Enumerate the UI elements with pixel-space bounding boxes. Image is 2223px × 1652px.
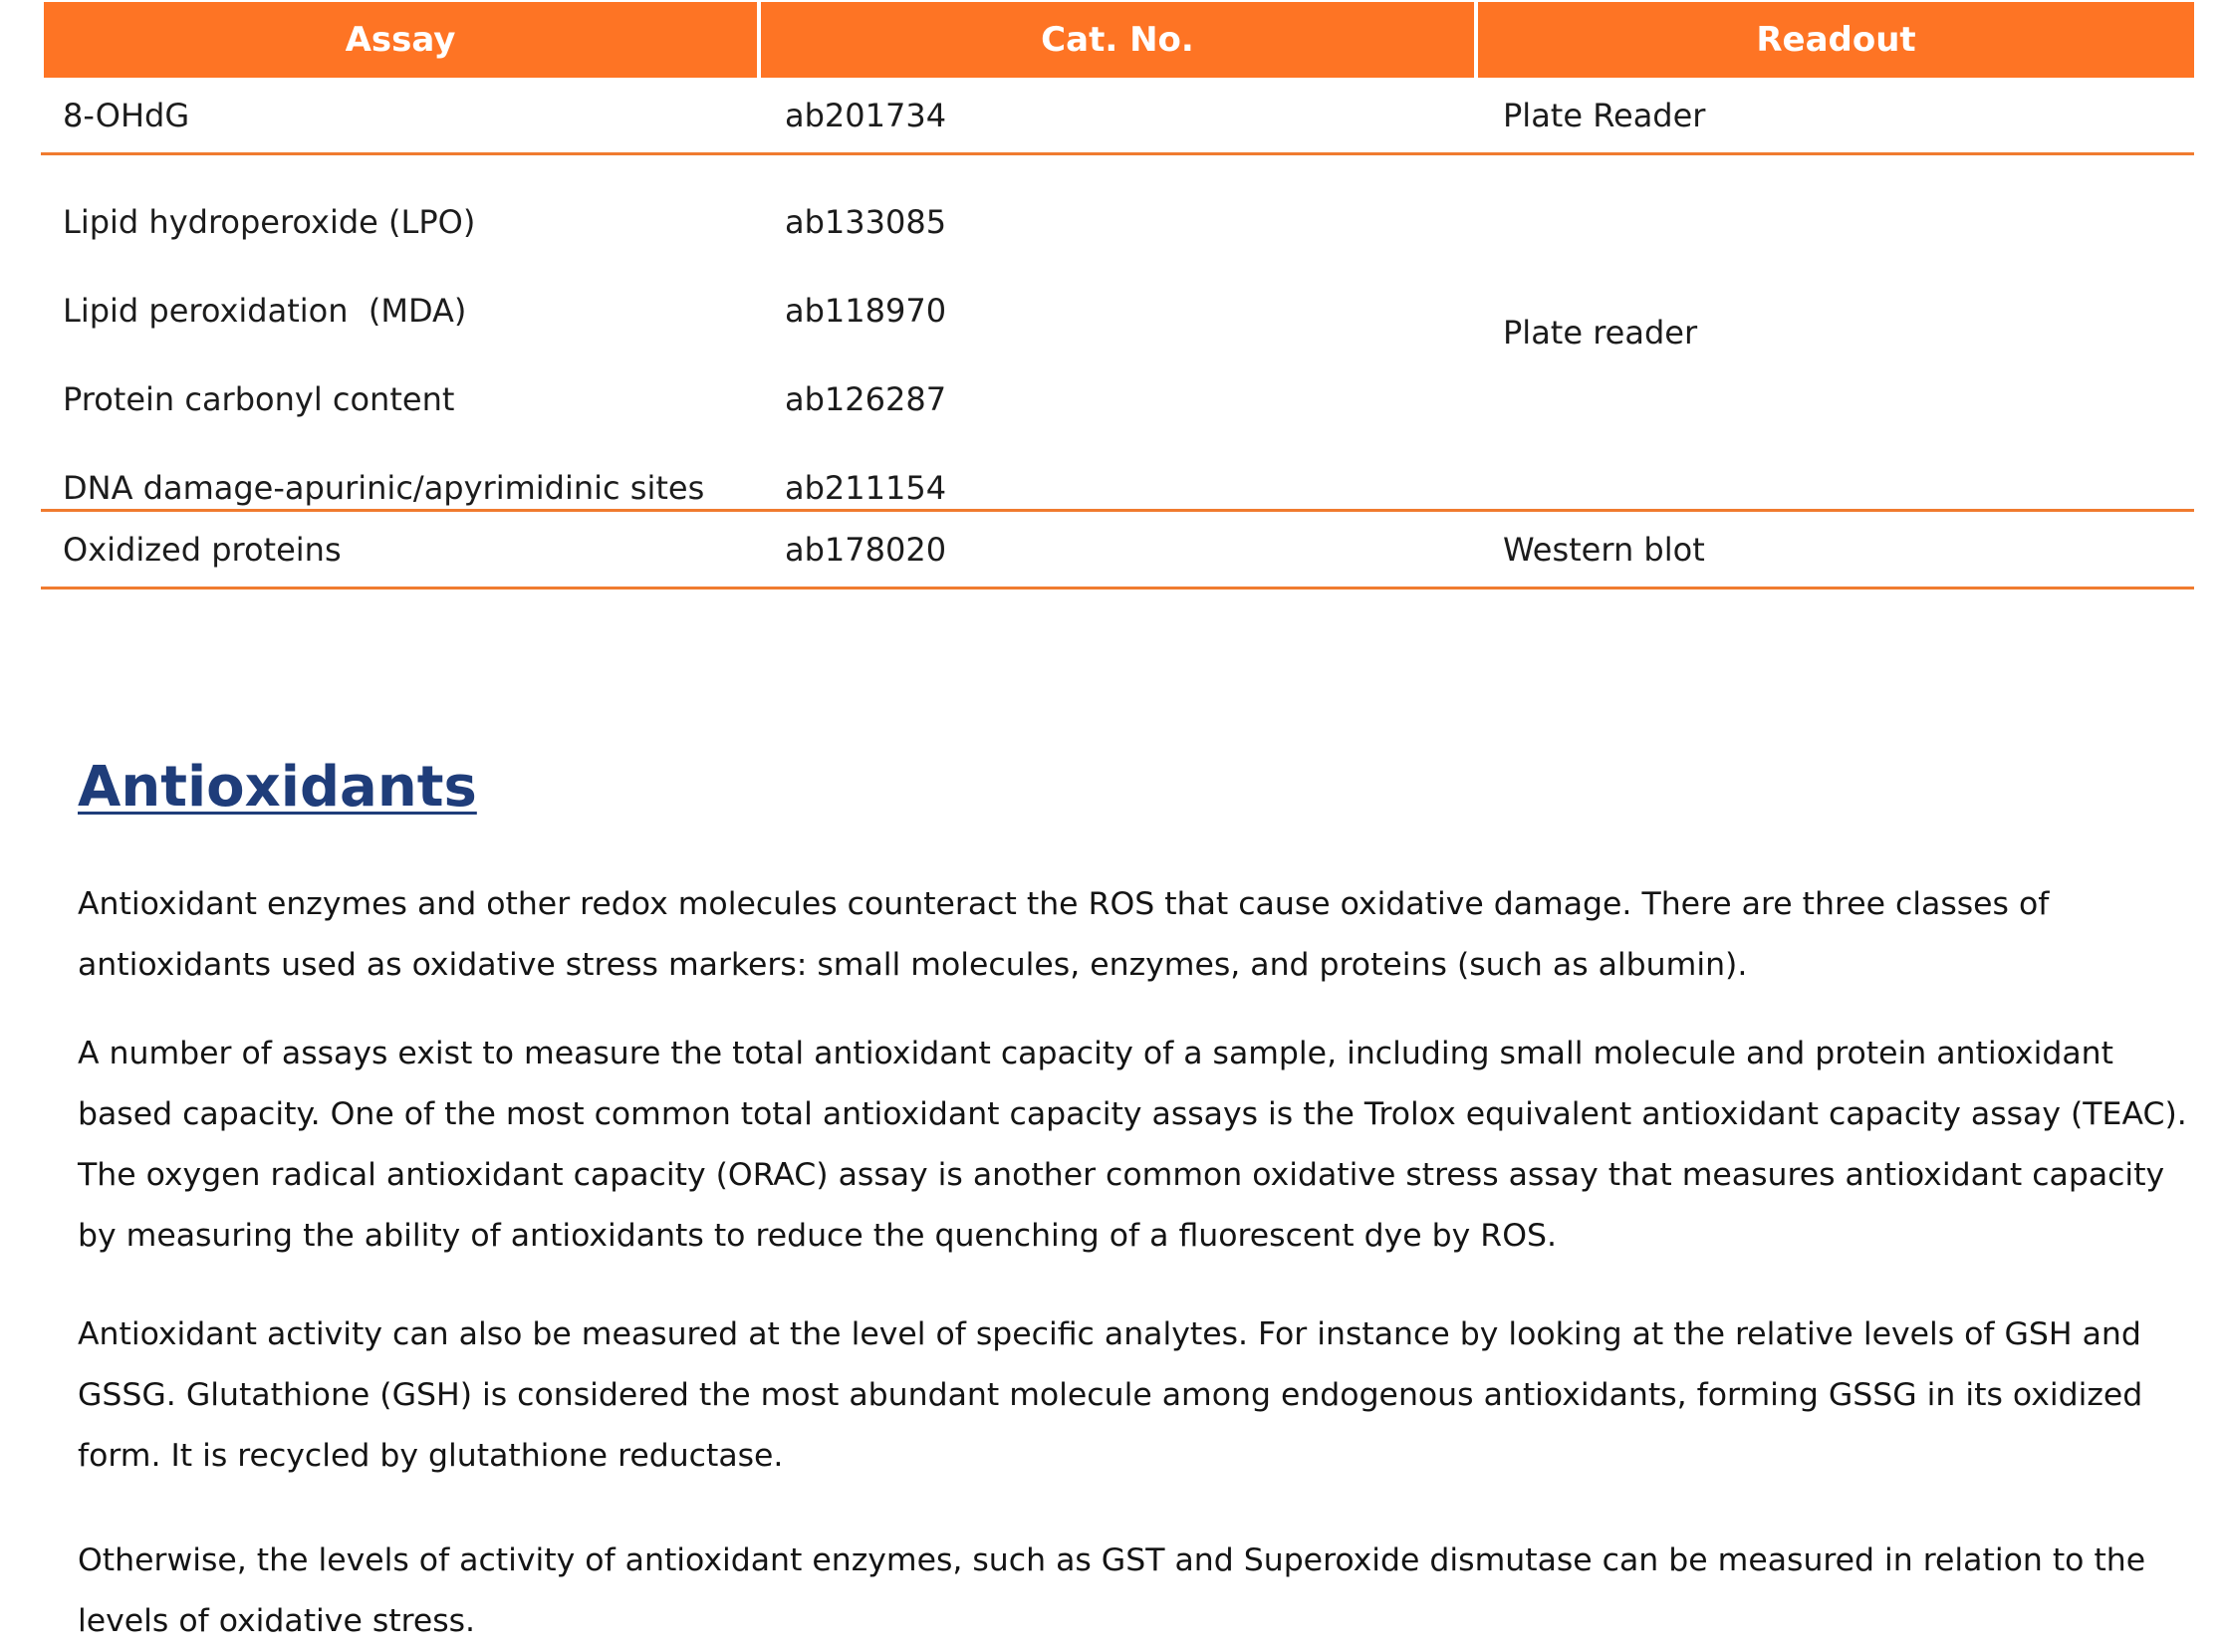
readout-cell: Plate reader	[1503, 313, 1698, 352]
cat-no-column	[761, 512, 1478, 587]
cat-no-column	[761, 78, 1478, 152]
cat-no-column	[761, 155, 1478, 509]
header-assay: Assay	[44, 2, 757, 78]
assay-table	[41, 2, 2194, 590]
section-heading: Antioxidants	[78, 755, 477, 820]
header-cat-no: Cat. No.	[761, 2, 1474, 78]
cat-no-cell: ab178020	[785, 530, 947, 569]
assay-cell: Lipid hydroperoxide (LPO)	[63, 202, 476, 241]
paragraph: Antioxidant activity can also be measured at the level of specific analytes. For instance by looking at the relative levels of GSH and GSSG. Glutathione (GSH) is considered the most abundant molecule among endogenous antioxidants, forming GSSG in its oxidized form. It is recycled by glutathione reductase.	[78, 1316, 2143, 1474]
table-row-group	[41, 78, 2194, 155]
assay-cell: Lipid peroxidation (MDA)	[63, 291, 467, 330]
assay-column	[41, 78, 761, 152]
paragraph: Otherwise, the levels of activity of antioxidant enzymes, such as GST and Superoxide dismutase can be measured in relation to the levels of oxidative stress.	[78, 1542, 2146, 1639]
assay-column	[41, 155, 761, 509]
assay-cell: Protein carbonyl content	[63, 379, 455, 418]
cat-no-cell: ab201734	[785, 96, 947, 134]
assay-cell: DNA damage-apurinic/apyrimidinic sites	[63, 468, 705, 507]
assay-column	[41, 512, 761, 587]
assay-cell: 8-OHdG	[63, 96, 190, 134]
assay-cell: Oxidized proteins	[63, 530, 342, 569]
table-row-group	[41, 512, 2194, 590]
cat-no-cell: ab126287	[785, 379, 947, 418]
table-header-row	[44, 2, 2194, 78]
cat-no-cell: ab133085	[785, 202, 947, 241]
header-readout: Readout	[1478, 2, 2194, 78]
cat-no-cell: ab211154	[785, 468, 947, 507]
readout-cell: Western blot	[1503, 530, 1705, 569]
readout-cell: Plate Reader	[1503, 96, 1706, 134]
table-row-group	[41, 155, 2194, 512]
cat-no-cell: ab118970	[785, 291, 947, 330]
paragraph: Antioxidant enzymes and other redox molecules counteract the ROS that cause oxidative damage. There are three classes of antioxidants used as oxidative stress markers: small molecules, enzymes, and proteins (such as albumin).	[78, 886, 2050, 983]
paragraph: A number of assays exist to measure the total antioxidant capacity of a sample, including small molecule and protein antioxidant based capacity. One of the most common total antioxidant capacity assays is the Trolox equivalent antioxidant capacity assay (TEAC). The oxygen radical antioxidant capacity (ORAC) assay is another common oxidative stress assay that measures antioxidant capacity by measuring the ability of antioxidants to reduce the quenching of a fluorescent dye by ROS.	[78, 1036, 2187, 1254]
